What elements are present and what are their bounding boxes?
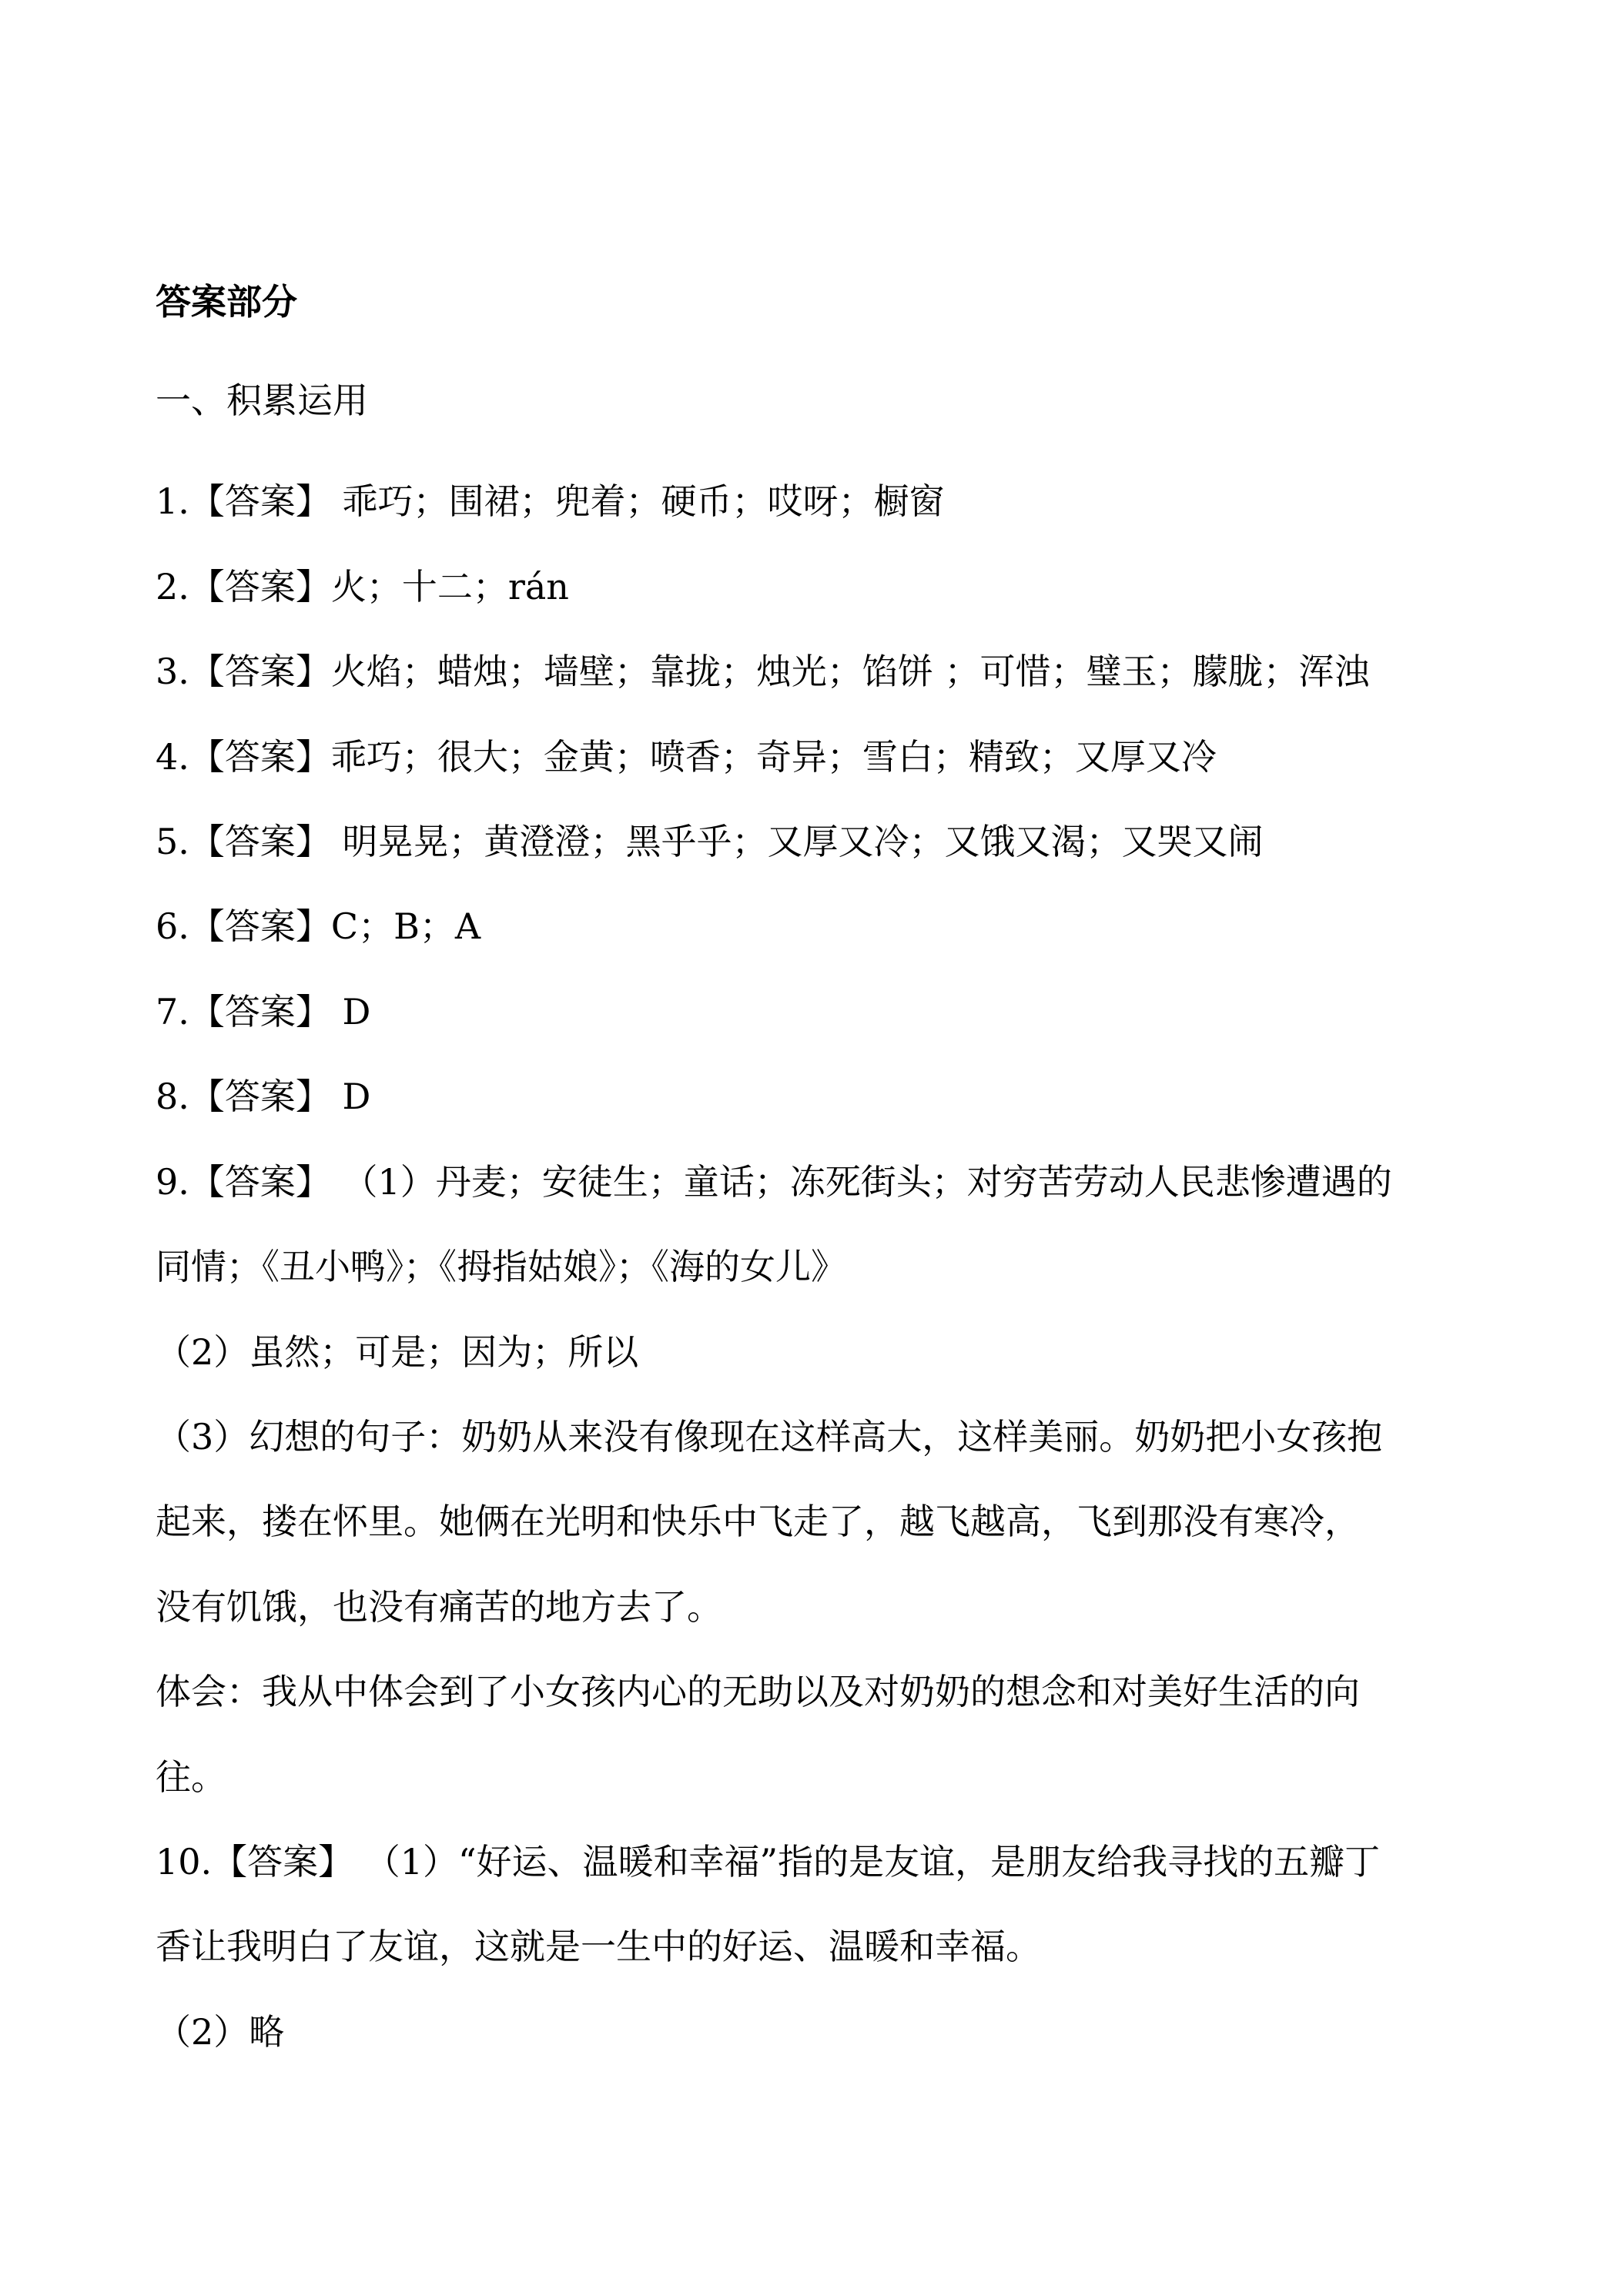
answer-line: 香让我明白了友谊，这就是一生中的好运、温暖和幸福。 xyxy=(156,1926,1041,1967)
answer-line: 体会：我从中体会到了小女孩内心的无助以及对奶奶的想念和对美好生活的向 xyxy=(156,1671,1360,1712)
answer-line: 6.【答案】C；B；A xyxy=(156,905,481,947)
answer-line: 5.【答案】 明晃晃；黄澄澄；黑乎乎；又厚又冷；又饿又渴；又哭又闹 xyxy=(156,821,1264,862)
answer-line: （2）略 xyxy=(156,2011,285,2053)
answer-line: 3.【答案】火焰；蜡烛；墙壁；靠拢；烛光；馅饼 ；可惜；璧玉；朦胧；浑浊 xyxy=(156,651,1370,692)
answer-line: 往。 xyxy=(156,1756,226,1798)
answer-line: 同情；《丑小鸭》；《拇指姑娘》；《海的女儿》 xyxy=(156,1246,846,1287)
answer-line: 2.【答案】火；十二；rán xyxy=(156,566,569,607)
answer-line: 8.【答案】 D xyxy=(156,1076,371,1117)
section-heading: 一、积累运用 xyxy=(156,380,368,421)
answer-line: 4.【答案】乖巧；很大；金黄；喷香；奇异；雪白；精致；又厚又冷 xyxy=(156,736,1217,778)
answer-line: 7.【答案】 D xyxy=(156,991,371,1033)
answer-line: 10.【答案】 （1）“好运、温暖和幸福”指的是友谊，是朋友给我寻找的五瓣丁 xyxy=(156,1841,1381,1883)
answer-line: 9.【答案】 （1）丹麦；安徒生；童话；冻死街头；对穷苦劳动人民悲惨遭遇的 xyxy=(156,1161,1392,1203)
answer-line: （2）虽然；可是；因为；所以 xyxy=(156,1331,639,1373)
answer-line: 1.【答案】 乖巧；围裙；兜着；硬币；哎呀；橱窗 xyxy=(156,480,945,522)
document-title: 答案部分 xyxy=(156,281,297,323)
answer-line: 没有饥饿，也没有痛苦的地方去了。 xyxy=(156,1586,722,1628)
answer-line: 起来，搂在怀里。她俩在光明和快乐中飞走了，越飞越高，飞到那没有寒冷， xyxy=(156,1501,1360,1542)
answer-line: （3）幻想的句子：奶奶从来没有像现在这样高大，这样美丽。奶奶把小女孩抱 xyxy=(156,1416,1383,1458)
